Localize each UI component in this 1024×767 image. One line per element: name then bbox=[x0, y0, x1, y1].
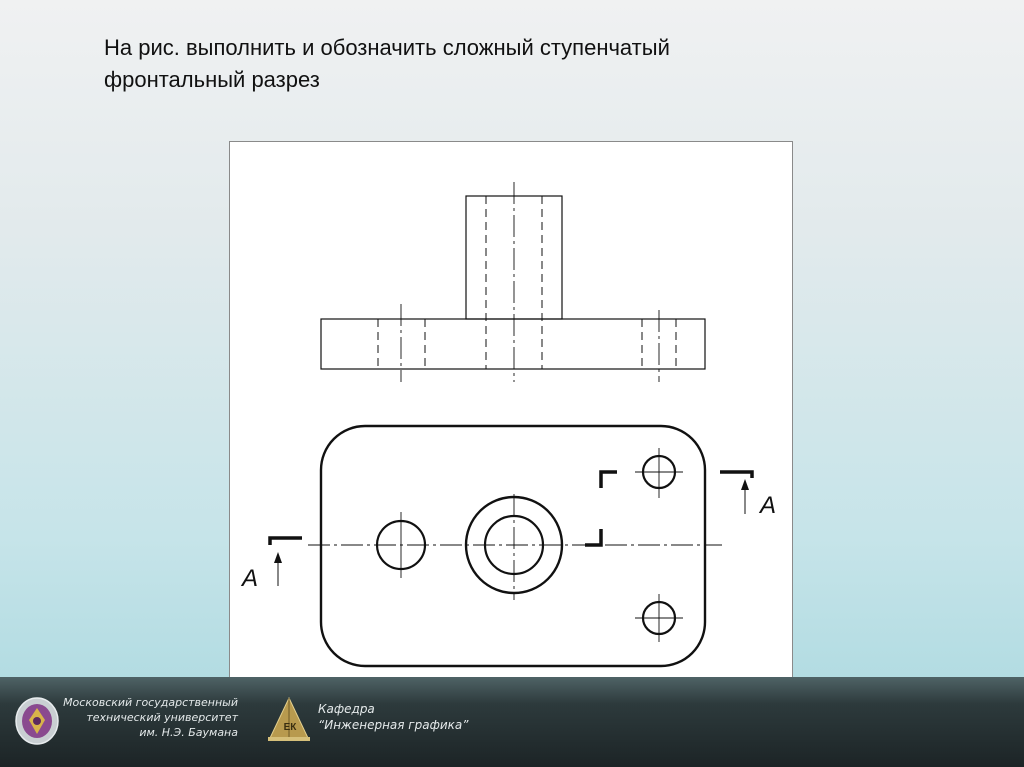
department-line-1: Кафедра bbox=[318, 702, 375, 716]
university-emblem-icon bbox=[14, 696, 60, 746]
front-view-center-lines bbox=[401, 182, 659, 382]
cut-end-arrow-head bbox=[741, 479, 749, 490]
cut-end-stroke bbox=[720, 472, 752, 478]
department-name bbox=[318, 701, 558, 733]
drawing-canvas bbox=[230, 142, 794, 680]
technical-drawing bbox=[229, 141, 793, 679]
cut-bend-lower bbox=[585, 529, 601, 545]
university-name bbox=[58, 695, 238, 740]
university-line-2: технический университет bbox=[86, 711, 238, 724]
footer-bar bbox=[0, 677, 1024, 767]
top-view bbox=[308, 426, 722, 666]
slide-title-line-2: фронтальный разрез bbox=[104, 67, 320, 92]
university-line-3: им. Н.Э. Баумана bbox=[139, 726, 238, 739]
department-logo-icon bbox=[266, 694, 312, 744]
department-logo-text: ЕК bbox=[283, 722, 297, 733]
front-view bbox=[321, 182, 705, 382]
slide-title bbox=[104, 32, 904, 96]
university-line-1: Московский государственный bbox=[63, 696, 238, 709]
section-markings bbox=[270, 472, 752, 586]
slide-title-line-1: На рис. выполнить и обозначить сложный ступенчатый bbox=[104, 35, 670, 60]
section-label-right: А bbox=[760, 492, 777, 519]
section-label-left: А bbox=[242, 565, 259, 592]
front-view-hidden-lines bbox=[378, 196, 676, 369]
department-line-2: “Инженерная графика” bbox=[318, 718, 469, 732]
cut-start-arrow-head bbox=[274, 552, 282, 563]
front-view-base bbox=[321, 319, 705, 369]
cut-bend-upper bbox=[601, 472, 617, 488]
cut-start-stroke bbox=[270, 538, 302, 545]
